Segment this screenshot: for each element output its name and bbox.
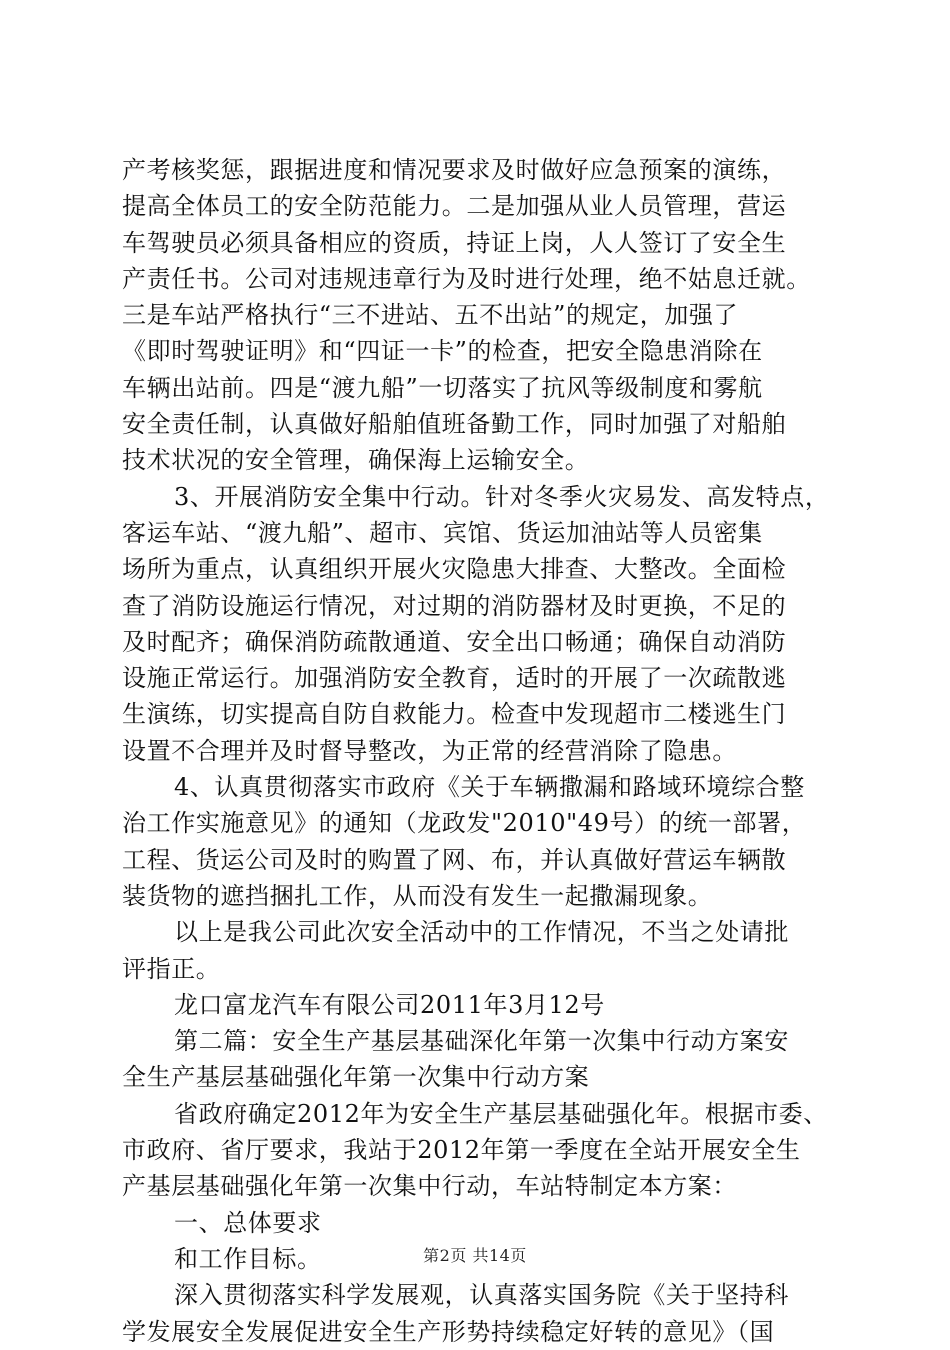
paragraph-start-line: 以上是我公司此次安全活动中的工作情况，不当之处请批 xyxy=(174,918,789,947)
signature-line: 龙口富龙汽车有限公司2011年3月12号 xyxy=(174,990,605,1019)
text-line: 及时配齐；确保消防疏散通道、安全出口畅通；确保自动消防 xyxy=(122,627,787,656)
paragraph-start-line: 3、开展消防安全集中行动。针对冬季火灾易发、高发特点， xyxy=(174,482,830,511)
text-line: 查了消防设施运行情况，对过期的消防器材及时更换，不足的 xyxy=(122,591,787,620)
text-line: 设置不合理并及时督导整改，为正常的经营消除了隐患。 xyxy=(122,736,737,765)
text-line: 《即时驾驶证明》和“四证一卡”的检查，把安全隐患消除在 xyxy=(122,337,763,366)
text-line: 学发展安全发展促进安全生产形势持续稳定好转的意见》（国 xyxy=(122,1317,775,1346)
text-line: 安全责任制，认真做好船舶值班备勤工作，同时加强了对船舶 xyxy=(122,410,787,439)
text-line: 工程、货运公司及时的购置了网、布，并认真做好营运车辆散 xyxy=(122,845,787,874)
text-line: 车驾驶员必须具备相应的资质，持证上岗，人人签订了安全生 xyxy=(122,228,787,257)
text-line: 市政府、省厅要求，我站于2012年第一季度在全站开展安全生 xyxy=(122,1136,801,1165)
text-line: 客运车站、“渡九船”、超市、宾馆、货运加油站等人员密集 xyxy=(122,518,763,547)
text-line: 三是车站严格执行“三不进站、五不出站”的规定，加强了 xyxy=(122,301,739,330)
paragraph-start-line: 深入贯彻落实科学发展观，认真落实国务院《关于坚持科 xyxy=(174,1281,789,1310)
document-body xyxy=(122,152,842,1350)
text-line: 产考核奖惩，跟据进度和情况要求及时做好应急预案的演练， xyxy=(122,156,787,184)
section-heading-line: 第二篇：安全生产基层基础深化年第一次集中行动方案安 xyxy=(174,1027,789,1056)
text-line: 提高全体员工的安全防范能力。二是加强从业人员管理，营运 xyxy=(122,192,787,221)
text-line: 设施正常运行。加强消防安全教育，适时的开展了一次疏散逃 xyxy=(122,664,787,693)
text-line: 产基层基础强化年第一次集中行动，车站特制定本方案： xyxy=(122,1172,737,1201)
text-line: 场所为重点，认真组织开展火灾隐患大排查、大整改。全面检 xyxy=(122,555,787,584)
page-number-footer: 第2页 共14页 xyxy=(423,1246,527,1265)
text-line: 治工作实施意见》的通知（龙政发"2010"49号）的统一部署， xyxy=(122,809,807,838)
subheading-line: 一、总体要求 xyxy=(174,1208,322,1237)
paragraph-start-line: 4、认真贯彻落实市政府《关于车辆撒漏和路域环境综合整 xyxy=(174,773,805,802)
subheading-line: 和工作目标。 xyxy=(174,1244,322,1273)
text-line: 产责任书。公司对违规违章行为及时进行处理，绝不姑息迁就。 xyxy=(122,264,811,293)
text-line: 车辆出站前。四是“渡九船”一切落实了抗风等级制度和雾航 xyxy=(122,373,763,402)
paragraph-start-line: 省政府确定2012年为安全生产基层基础强化年。根据市委、 xyxy=(174,1099,828,1128)
text-line: 生演练，切实提高自防自救能力。检查中发现超市二楼逃生门 xyxy=(122,700,787,729)
section-heading-line: 全生产基层基础强化年第一次集中行动方案 xyxy=(122,1063,590,1092)
text-line: 评指正。 xyxy=(122,954,221,983)
text-line: 技术状况的安全管理，确保海上运输安全。 xyxy=(122,446,590,475)
text-line: 装货物的遮挡捆扎工作，从而没有发生一起撒漏现象。 xyxy=(122,881,713,910)
